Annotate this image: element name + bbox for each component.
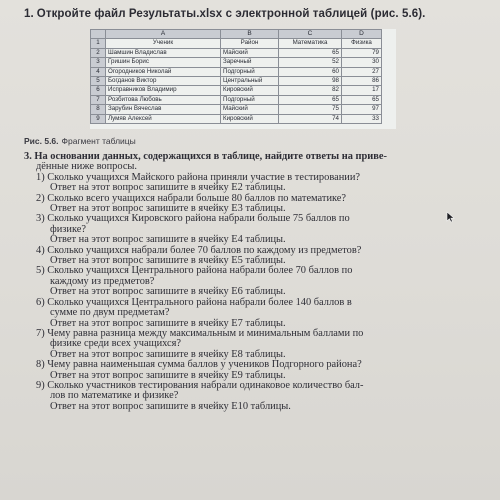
header-cell-physics: Физика xyxy=(342,39,382,48)
column-header-row xyxy=(91,30,382,39)
spreadsheet-table xyxy=(90,29,382,124)
cell-student: Огородников Николай xyxy=(106,67,221,76)
cell-student: Лумяв Алексей xyxy=(106,114,221,123)
question-line: 9) Сколько участников тестирования набрали одинаковое количество бал- xyxy=(36,379,364,391)
row-number: 2 xyxy=(91,48,106,57)
task-1-text: Откройте файл Результаты.xlsx с электронной таблицей (рис. 5.6). xyxy=(36,8,426,20)
row-number: 1 xyxy=(91,39,106,48)
question-line: дённые ниже вопросы. xyxy=(36,161,138,173)
table-row xyxy=(91,114,382,123)
cell-district: Подгорный xyxy=(221,67,279,76)
column-header-d: D xyxy=(342,30,382,39)
cell-student: Шамшин Владислав xyxy=(106,48,221,57)
cell-math: 98 xyxy=(279,77,342,86)
table-row xyxy=(91,77,382,86)
question-line: 1) Сколько учащихся Майского района приняли участие в тестировании? xyxy=(36,171,360,183)
cell-physics: 65 xyxy=(342,95,382,104)
question-line: каждому из предметов? xyxy=(50,275,155,287)
cell-student: Исправников Владимир xyxy=(106,86,221,95)
row-number: 9 xyxy=(91,114,106,123)
header-cell-student: Ученик xyxy=(106,39,221,48)
cell-student: Богданов Виктор xyxy=(106,77,221,86)
task-3-body xyxy=(24,152,494,412)
row-number: 4 xyxy=(91,67,106,76)
cell-district: Заречный xyxy=(221,58,279,67)
header-cell-math: Математика xyxy=(279,39,342,48)
mouse-cursor-icon xyxy=(446,211,456,223)
figure-caption-text: Фрагмент таблицы xyxy=(61,136,136,146)
cell-district: Кировский xyxy=(221,114,279,123)
cell-math: 52 xyxy=(279,58,342,67)
table-row xyxy=(91,48,382,57)
table-row xyxy=(91,58,382,67)
cell-student: Розбитова Любовь xyxy=(106,95,221,104)
cell-district: Майский xyxy=(221,48,279,57)
question-line: физике среди всех учащихся? xyxy=(50,338,182,350)
corner-cell xyxy=(91,30,106,39)
table-row xyxy=(91,86,382,95)
table-row xyxy=(91,95,382,104)
cell-physics: 33 xyxy=(342,114,382,123)
row-number: 7 xyxy=(91,95,106,104)
cell-district: Майский xyxy=(221,105,279,114)
cell-physics: 17 xyxy=(342,86,382,95)
row-number: 3 xyxy=(91,58,106,67)
column-header-b: B xyxy=(221,30,279,39)
row-number: 5 xyxy=(91,77,106,86)
question-line: 6) Сколько учащихся Центрального района набрали более 140 баллов в xyxy=(36,296,352,308)
answer-instruction-line: Ответ на этот вопрос запишите в ячейку E9 таблицы. xyxy=(50,369,286,381)
question-line: 4) Сколько учащихся набрали более 70 баллов по каждому из предметов? xyxy=(36,244,362,256)
table-row xyxy=(91,67,382,76)
answer-instruction-line: Ответ на этот вопрос запишите в ячейку E10 таблицы. xyxy=(50,400,291,412)
question-line: 3. На основании данных, содержащихся в таблице, найдите ответы на приве- xyxy=(24,151,387,162)
question-line: 7) Чему равна разница между максимальным и минимальным баллами по xyxy=(36,327,364,339)
task-1-number: 1. xyxy=(24,8,34,20)
cell-physics: 27 xyxy=(342,67,382,76)
answer-instruction-line: Ответ на этот вопрос запишите в ячейку E3 таблицы. xyxy=(50,203,286,215)
figure-caption xyxy=(24,136,136,146)
task-1-heading xyxy=(24,8,425,20)
answer-instruction-line: Ответ на этот вопрос запишите в ячейку E5 таблицы. xyxy=(50,255,286,267)
answer-instruction-line: Ответ на этот вопрос запишите в ячейку E8 таблицы. xyxy=(50,348,286,360)
cell-student: Зарубин Вячеслав xyxy=(106,105,221,114)
cell-physics: 86 xyxy=(342,77,382,86)
cell-district: Центральный xyxy=(221,77,279,86)
question-line: физике? xyxy=(50,223,86,235)
answer-instruction-line: Ответ на этот вопрос запишите в ячейку E2 таблицы. xyxy=(50,182,286,194)
row-number: 6 xyxy=(91,86,106,95)
cell-district: Подгорный xyxy=(221,95,279,104)
cell-district: Кировский xyxy=(221,86,279,95)
cell-physics: 79 xyxy=(342,48,382,57)
cell-physics: 97 xyxy=(342,105,382,114)
row-number: 8 xyxy=(91,105,106,114)
cell-math: 65 xyxy=(279,48,342,57)
column-header-a: A xyxy=(106,30,221,39)
cell-math: 65 xyxy=(279,95,342,104)
column-header-c: C xyxy=(279,30,342,39)
figure-caption-label: Рис. 5.6. xyxy=(24,136,59,146)
header-row xyxy=(91,39,382,48)
question-line: 3) Сколько учащихся Кировского района набрали больше 75 баллов по xyxy=(36,213,350,225)
cell-math: 82 xyxy=(279,86,342,95)
question-line: лов по математике и физике? xyxy=(50,390,179,402)
cell-math: 75 xyxy=(279,105,342,114)
table-row xyxy=(91,105,382,114)
answer-instruction-line: Ответ на этот вопрос запишите в ячейку E6 таблицы. xyxy=(50,286,286,298)
answer-instruction-line: Ответ на этот вопрос запишите в ячейку E4 таблицы. xyxy=(50,234,286,246)
cell-math: 74 xyxy=(279,114,342,123)
header-cell-district: Район xyxy=(221,39,279,48)
question-line: 8) Чему равна наименьшая сумма баллов у учеников Подгорного района? xyxy=(36,359,362,371)
question-line: 5) Сколько учащихся Центрального района набрали более 70 баллов по xyxy=(36,265,353,277)
cell-student: Гришин Борис xyxy=(106,58,221,67)
question-line: 2) Сколько всего учащихся набрали больше 80 баллов по математике? xyxy=(36,192,347,204)
question-line: сумме по двум предметам? xyxy=(50,307,170,319)
answer-instruction-line: Ответ на этот вопрос запишите в ячейку E7 таблицы. xyxy=(50,317,286,329)
spreadsheet-figure xyxy=(90,29,396,129)
cell-physics: 30 xyxy=(342,58,382,67)
cell-math: 60 xyxy=(279,67,342,76)
